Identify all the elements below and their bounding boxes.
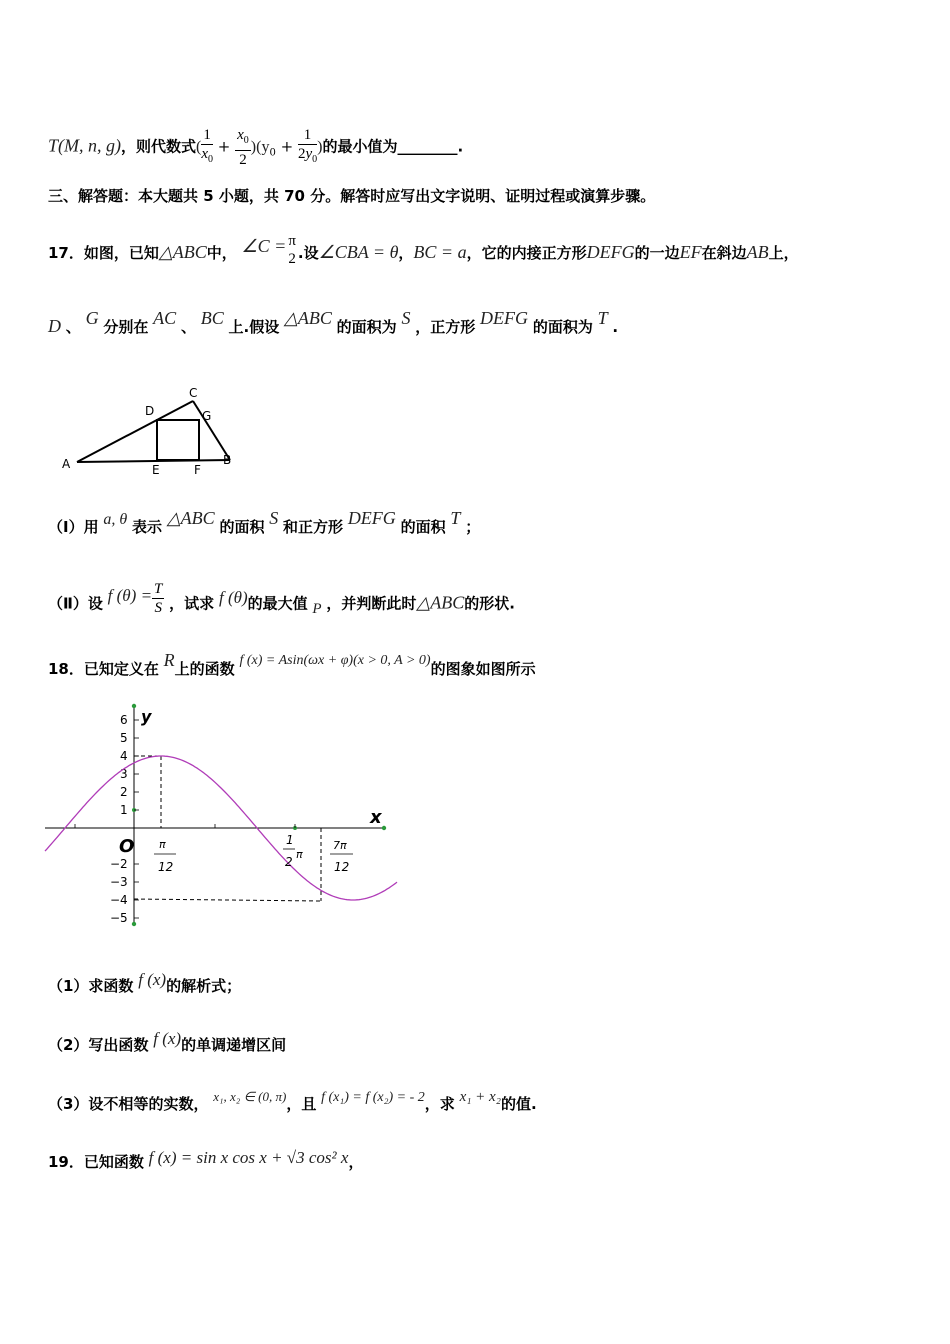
text: . [612,318,619,336]
q19-line [48,1148,364,1172]
text: 的值. [500,1095,537,1113]
y-tick-label: −5 [110,911,128,925]
math: △ABC [284,308,332,328]
text: 在斜边 [701,244,747,262]
paren: ) [317,138,323,156]
text: 的一边 [634,244,680,262]
math: f (x) = sin x cos x + √3 cos² x [148,1148,349,1167]
frac-1-2y0: $\frac{1}{2y_0}$ [297,127,318,165]
text: （2）写出函数 [48,1036,149,1054]
math: DEFG [480,308,529,328]
text: （Ⅱ）设 [48,594,103,613]
section-3-title: 三、解答题：本大题共 5 小题，共 70 分。解答时应写出文字说明、证明过程或演算步骤。 [48,187,656,205]
y-tick-label: −2 [110,857,128,871]
math: T [597,308,608,328]
frac-num: π [159,838,166,851]
math: S [269,508,279,528]
q18-line [48,650,536,681]
frac-den: 12 [334,860,350,874]
question-number: 17． [48,244,84,262]
text: ，求 [424,1095,455,1113]
math: T [450,508,461,528]
text: 的形状. [464,594,515,613]
frac-num: 7π [333,839,347,852]
math: x₁, x₂ ∈ (0, π) [213,1089,287,1104]
text: （Ⅰ）用 [48,518,99,536]
text: 的最小值为________. [322,137,464,156]
text: 和正方形 [283,518,344,536]
frac-den: 2 [285,855,293,869]
math: ∠CBA = θ [318,242,399,262]
y-tick-label: 4 [120,749,128,763]
frac-T-S: $\frac{T}{S}$ [154,581,163,616]
text: ，则代数式 [121,137,197,156]
text: .设 [297,244,319,262]
text: ，正方形 [415,318,476,336]
q17-line-2 [48,308,619,337]
y-tick-label: 6 [120,713,128,727]
math: f (x) = Asin(ωx + φ)(x > 0, A > 0) [239,653,431,668]
q17-line-1 [48,233,799,272]
y-tick-label: −3 [110,875,128,889]
text: ，它的内接正方形 [466,244,587,262]
text: ，并判断此时 [326,594,417,613]
text: 的解析式； [166,977,242,995]
question-number: 19． [48,1153,84,1171]
side-ac [77,401,193,462]
text: 、 [65,318,81,336]
text: 的单调递增区间 [181,1036,287,1054]
text: ； [465,518,481,536]
math: DEFG [586,242,635,262]
math: △ABC [416,592,465,613]
x-label-half-pi [283,833,303,869]
math: △ABC [166,508,215,528]
x-ticks [75,824,295,828]
math: BC = a [413,242,467,262]
text: 中， [206,244,237,262]
text: 分别在 [103,318,149,336]
y-tick-label: −4 [110,893,128,907]
text: 表示 [132,518,163,536]
math: EF [679,242,702,262]
text: 的最大值 [247,594,308,613]
math: R [163,650,175,670]
text: ， [348,1153,364,1171]
text: （1）求函数 [48,977,134,995]
label-C: C [189,386,198,400]
frac-x0-2: $\frac{x_0}{2}$ [237,127,249,168]
q17-part-2 [48,581,515,623]
math: AC [153,308,177,328]
frac-num: 1 [286,833,294,847]
q17-part-1 [48,508,481,538]
text: ，且 [286,1095,317,1113]
text: 上.假设 [228,318,280,336]
math: ∠C = [241,236,287,256]
text: 上， [768,244,799,262]
paren: )(y [250,138,270,156]
label-A: A [62,457,71,471]
math: f (x) [138,970,167,989]
paren: ( [196,138,202,156]
q16-tail-line: T(M, n, g)，则代数式( $\frac{1}{x_0}$ + $\frac{x_0}{2}$ )($y_0$ + $\frac{1}{2y_0}$ )的最小值为________. [48,127,464,168]
text: 的面积为 [336,318,397,336]
text: 的面积 [219,518,265,536]
text: 如图，已知 [83,244,159,262]
text: 的面积 [400,518,446,536]
math: S [401,308,411,328]
math: P [312,600,322,617]
math: f (x) [153,1029,182,1048]
text: ，试求 [169,594,215,613]
label-G: G [202,409,212,423]
q18-part-1 [48,970,242,996]
math: D [48,316,61,336]
y-tick-label: 1 [120,803,128,817]
math: f (θ) = [107,585,153,605]
question-number: 18． [48,660,84,678]
point-T: T(M, n, g) [48,135,121,156]
x-axis-label: x [370,807,382,828]
min-guide-horizontal [134,899,321,901]
math: G [85,308,99,328]
square-defg [157,420,199,460]
q18-part-2 [48,1029,287,1055]
origin-label: O [119,836,135,857]
text: 已知定义在 [83,660,159,678]
label-E: E [152,463,160,477]
x-label-pi-12 [154,838,176,874]
math: f (x₁) = f (x₂) = - 2 [321,1090,425,1105]
text: 的面积为 [532,318,593,336]
sine-graph [40,700,410,935]
math: DEFG [347,508,396,528]
label-D: D [145,404,155,418]
label-F: F [194,463,201,477]
text: ， [398,244,414,262]
y-tick-label: 5 [120,731,128,745]
math: f (θ) [218,587,248,607]
frac-pi-2: π 2 [288,233,296,267]
pi: π [296,848,303,861]
text: 、 [180,318,196,336]
y-tick-label: 3 [120,767,128,781]
math: △ABC [158,242,207,262]
y-ticks [110,713,139,925]
y-axis-top-point [132,704,136,708]
y-axis-bottom-point [132,922,136,926]
text: 上的函数 [174,660,235,678]
math: BC [200,308,224,328]
text: 的图象如图所示 [430,660,536,678]
frac-den: 12 [158,860,174,874]
y-axis-label: y [141,707,152,726]
text: 已知函数 [83,1153,144,1171]
triangle-figure [55,382,255,477]
text: （3）设不相等的实数， [48,1095,209,1113]
side-ab [77,460,230,462]
x-axis-end-point [382,826,386,830]
math: x₁ + x₂ [459,1089,501,1105]
y-tick-label: 2 [120,785,128,799]
label-B: B [223,453,232,467]
x-label-7pi-12 [330,839,353,874]
q18-part-3 [48,1089,537,1116]
math: AB [746,242,769,262]
math: a, θ [103,511,128,528]
frac-1-x0: $\frac{1}{x_0}$ [201,127,214,165]
